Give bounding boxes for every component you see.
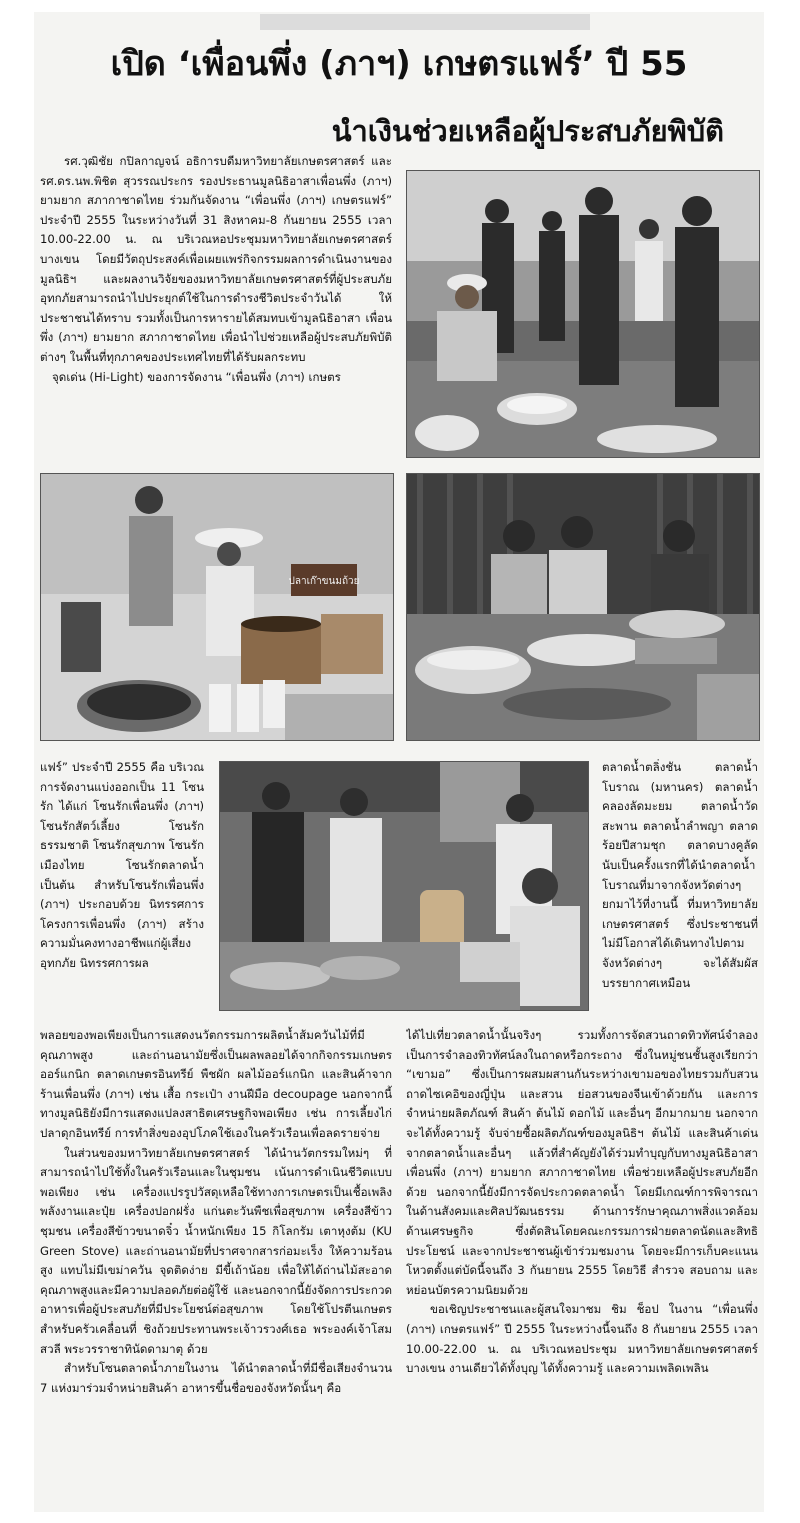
- bottom-right-paragraph-2: ขอเชิญประชาชนและผู้สนใจมาชม ชิม ช็อป ในงาน “เพื่อนพึ่ง (ภาฯ) เกษตรแฟร์” ปี 2555 ในระหว่างนี้จนถึง 8 กันยายน 2555 เวลา 10.00-22.00 น. ณ บริเวณหอประชุม มหาวิทยาลัยเกษตรศาสตร์ บางเขน งานเดียวได้ทั้งบุญ ได้ทั้งความรู้ และความเพลิดเพลิน: [406, 1302, 758, 1376]
- headline: เปิด ‘เพื่อนพึ่ง (ภาฯ) เกษตรแฟร์’ ปี 55: [110, 44, 688, 84]
- left-column-text: แฟร์” ประจำปี 2555 คือ บริเวณการจัดงานแบ่งออกเป็น 11 โซนรัก ได้แก่ โซนรักเพื่อนพึ่ง (ภาฯ) โซนรักสัตว์เลี้ยง โซนรักธรรมชาติ โซนรักสุขภาพ โซนรักเมืองไทย โซนรักตลาดน้ำ เป็นต้น สำหรับโซนรักเพื่อนพึ่ง (ภาฯ) ประกอบด้วย นิทรรศการโครงการเพื่อนพึ่ง (ภาฯ) สร้างความมั่นคงทางอาชีพแก่ผู้เสี่ยงอุทกภัย นิทรรศการผล: [40, 760, 204, 970]
- booth-sign-label: ปลาเก๊าขนมถ้วย: [288, 576, 360, 587]
- right-narrow-column: [602, 758, 758, 1024]
- intro-paragraph-1: รศ.วุฒิชัย กปิลกาญจน์ อธิการบดีมหาวิทยาลัยเกษตรศาสตร์ และ รศ.ดร.นพ.พิชิต สุวรรณประกร รองประธานมูลนิธิอาสาเพื่อนพึ่ง (ภาฯ) ยามยาก สภากาชาดไทย ร่วมกันจัดงาน “เพื่อนพึ่ง (ภาฯ) เกษตรแฟร์” ประจำปี 2555 ในระหว่างวันที่ 31 สิงหาคม-8 กันยายน 2555 เวลา 10.00-22.00 น. ณ บริเวณหอประชุมมหาวิทยาลัยเกษตรศาสตร์ บางเขน โดยมีวัตถุประสงค์เพื่อเผยแพร่กิจกรรมผลการดำเนินงานของมูลนิธิฯ และผลงานวิจัยของมหาวิทยาลัยเกษตรศาสตร์ที่ผู้ประสบภัยอุทกภัยสามารถนำไปประยุกต์ใช้ในการดำรงชีวิตประจำวันได้ ให้ประชาชนได้ทราบ รวมทั้งเป็นการหารายได้สมทบเข้ามูลนิธิอาสา เพื่อนพึ่ง (ภาฯ) ยามยาก สภากาชาดไทย เพื่อนำไปช่วยเหลือผู้ประสบภัยพิบัติต่างๆ ในพื้นที่ทุกภาคของประเทศไทยที่ได้รับผลกระทบ: [40, 154, 392, 364]
- bottom-left-paragraph-1: พลอยของพอเพียงเป็นการแสดงนวัตกรรมการผลิตน้ำส้มควันไม้ที่มีคุณภาพสูง และถ่านอนามัยซึ่งเป็นผลพลอยได้จากกิจกรรมเกษตรออร์แกนิก ตลาดเกษตรอินทรีย์ พืชผัก ผลไม้ออร์แกนิก และสินค้าจากร้านเพื่อนพึ่ง (ภาฯ) เช่น เสื้อ กระเป๋า งานฝีมือ decoupage นอกจากนี้ทางมูลนิธิยังมีการแสดงแปลงสาธิตเศรษฐกิจพอเพียง เช่น การเลี้ยงไก่ ปลาดุกอินทรีย์ การทำสิ่งของอุปโภคใช้เองในครัวเรือนเพื่อลดรายจ่าย: [40, 1028, 392, 1140]
- bottom-left-column: [40, 1026, 392, 1506]
- subheadline: นำเงินช่วยเหลือผู้ประสบภัยพิบัติ: [331, 114, 724, 148]
- photo-snack-booth-visit: [219, 761, 589, 1011]
- left-narrow-column: [40, 758, 204, 1024]
- intro-paragraph-2: จุดเด่น (Hi-Light) ของการจัดงาน “เพื่อนพึ่ง (ภาฯ) เกษตร: [52, 369, 341, 384]
- photo-women-food-stall: [406, 473, 760, 741]
- intro-column: [40, 152, 392, 462]
- photo-officials-visiting: [406, 170, 760, 458]
- masthead-strip: [260, 14, 590, 30]
- bottom-right-column: [406, 1026, 758, 1506]
- bottom-left-paragraph-2: ในส่วนของมหาวิทยาลัยเกษตรศาสตร์ ได้นำนวัตกรรมใหม่ๆ ที่สามารถนำไปใช้ทั้งในครัวเรือนและในชุมชน เน้นการดำเนินชีวิตแบบพอเพียง เช่น เครื่องแปรรูปวัสดุเหลือใช้ทางการเกษตรเป็นเชื้อเพลิงพลังงานและปุ๋ย เครื่องปอกฝรั่ง แก่นตะวันพืชเพื่อสุขภาพ เครื่องสีข้าวชุมชน เครื่องสีข้าวขนาดจิ๋ว น้ำหนักเพียง 15 กิโลกรัม เตาหุงต้ม (KU Green Stove) และถ่านอนามัยที่ปราศจากสารก่อมะเร็ง ให้ความร้อนสูง แทบไม่มีเขม่าควัน จุดติดง่าย มีขี้เถ้าน้อย เพื่อให้ได้ถ่านไม้สะอาดคุณภาพสูงและมีความปลอดภัยต่อผู้ใช้ และนอกจากนี้ยังจัดการประกวดอาหารเพื่อผู้ประสบภัยที่มีประโยชน์ต่อสุขภาพ โดยใช้โปรตีนเกษตรสำหรับครัวเคลื่อนที่ ชิงถ้วยประทานพระเจ้าวรวงศ์เธอ พระองค์เจ้าโสมสวลี พระวรราชาทินัดดามาตุ ด้วย: [40, 1145, 392, 1356]
- photo-vendors-cooking: [40, 473, 394, 741]
- bottom-left-paragraph-3: สำหรับโซนตลาดน้ำภายในงาน ได้นำตลาดน้ำที่มีชื่อเสียงจำนวน 7 แห่งมาร่วมจำหน่ายสินค้า อาหารขึ้นชื่อของจังหวัดนั้นๆ คือ: [40, 1361, 392, 1395]
- bottom-right-paragraph-1: ได้ไปเที่ยวตลาดน้ำนั้นจริงๆ รวมทั้งการจัดสวนถาดทิวทัศน์จำลองเป็นการจำลองทิวทัศน์ลงในถาดหรือกระถาง ซึ่งในหมู่ชนชั้นสูงเรียกว่า “เขามอ” ซึ่งเป็นการผสมผสานกันระหว่างเขามอของไทยรวมกับสวนถาดไซเคอิของญี่ปุ่น และสวน ย่อสวนของจีนเข้าด้วยกัน และการจำหน่ายผลิตภัณฑ์ สินค้า ต้นไม้ ดอกไม้ และอื่นๆ อีกมากมาย นอกจากจะได้ทั้งความรู้ จับจ่ายซื้อผลิตภัณฑ์ของมูลนิธิฯ ต้นไม้ และสินค้าเด่นจากตลาดน้ำและอื่นๆ แล้วที่สำคัญยังได้ร่วมทำบุญกับทางมูลนิธิอาสาเพื่อนพึ่ง (ภาฯ) ยามยาก สภากาชาดไทย เพื่อช่วยเหลือผู้ประสบภัยอีกด้วย นอกจากนี้ยังมีการจัดประกวดตลาดน้ำ โดยมีเกณฑ์การพิจารณาในด้านสังคมและศิลปวัฒนธรรม ด้านการรักษาคุณภาพสิ่งแวดล้อม ด้านเศรษฐกิจ ซึ่งตัดสินโดยคณะกรรมการฝ่ายตลาดนัดและสิทธิประโยชน์ และจากประชาชนผู้เข้าร่วมชมงาน โดยจะมีการเก็บคะแนนโหวตตั้งแต่บัดนี้จนถึง 3 กันยายน 2555 โดยวิธี สำรวจ สอบถาม และหย่อนบัตรความนิยมด้วย: [406, 1028, 758, 1297]
- right-column-text: ตลาดน้ำตลิ่งชัน ตลาดน้ำโบราณ (มหานคร) ตลาดน้ำคลองลัดมะยม ตลาดน้ำวัดสะพาน ตลาดน้ำลำพญา ตลาดร้อยปีสามชุก ตลาดบางคูลัด นับเป็นครั้งแรกที่ได้นำตลาดน้ำโบราณที่มาจากจังหวัดต่างๆ ยกมาไว้ที่งานนี้ ที่มหาวิทยาลัยเกษตรศาสตร์ ซึ่งประชาชนที่ไม่มีโอกาสได้เดินทางไปตามจังหวัดต่างๆ จะได้สัมผัสบรรยากาศเหมือน: [602, 760, 758, 990]
